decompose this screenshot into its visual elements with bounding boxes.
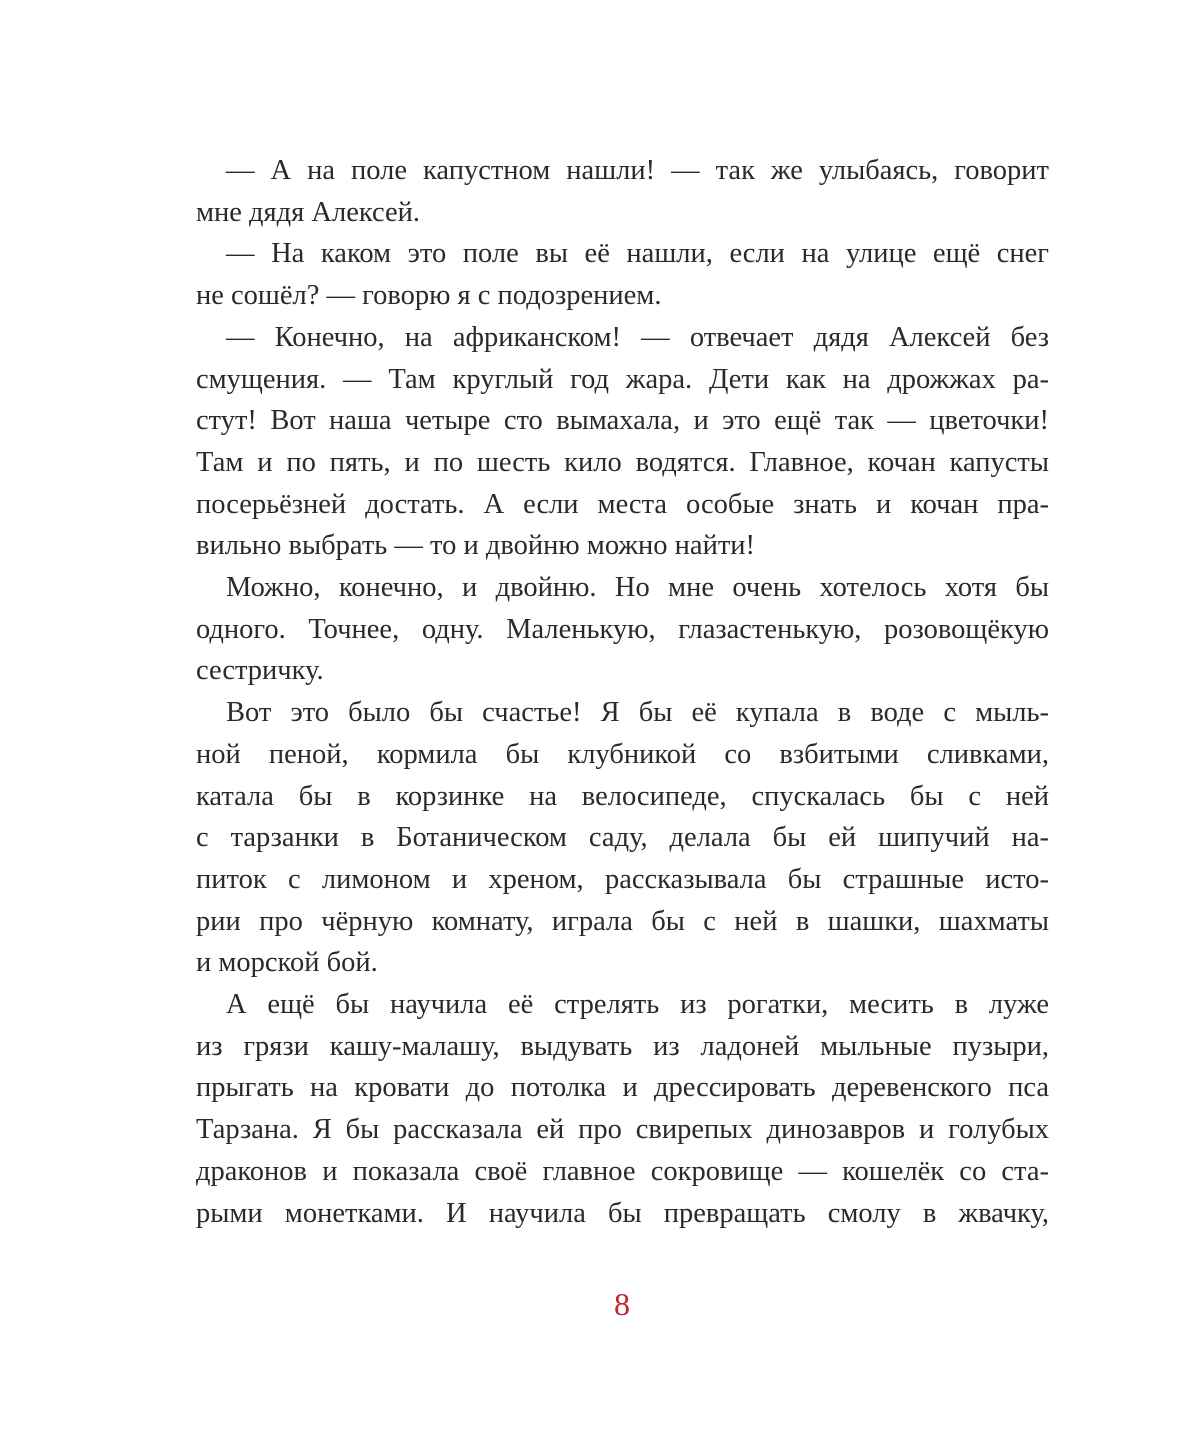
paragraph-dialogue-2 [196,233,1049,316]
paragraph-narration-3 [196,984,1049,1234]
text-line: катала бы в корзинке на велосипеде, спускалась бы с ней [196,780,1049,812]
text-line: ной пеной, кормила бы клубникой со взбитыми сливками, [196,738,1049,770]
text-line: мне дядя Алексей. [196,196,421,228]
text-line: рии про чёрную комнату, играла бы с ней в шашки, шахматы [196,905,1049,937]
text-line: одного. Точнее, одну. Маленькую, глазастенькую, розовощёкую [196,613,1049,645]
text-line: питок с лимоном и хреном, рассказывала бы страшные исто- [196,863,1049,895]
book-page-body [196,150,1049,1234]
text-line: А ещё бы научила её стрелять из рогатки, месить в луже [226,989,1049,1021]
paragraph-narration-1 [196,567,1049,692]
text-line: из грязи кашу-малашу, выдувать из ладоней мыльные пузыри, [196,1030,1049,1062]
text-line: прыгать на кровати до потолка и дрессировать деревенского пса [196,1072,1049,1104]
text-line: Там и по пять, и по шесть кило водятся. Главное, кочан капусты [196,446,1049,478]
text-line: вильно выбрать — то и двойню можно найти! [196,530,756,562]
text-line: — А на поле капустном нашли! — так же улыбаясь, говорит [226,155,1049,186]
text-line: Вот это было бы счастье! Я бы её купала в воде с мыль- [226,697,1049,729]
paragraph-dialogue-3 [196,317,1049,567]
page-number: 8 [614,1286,630,1322]
text-line: сестричку. [196,655,324,687]
text-line: Тарзана. Я бы рассказала ей про свирепых динозавров и голубых [196,1114,1049,1146]
text-line: драконов и показала своё главное сокровище — кошелёк со ста- [196,1155,1049,1187]
text-line: посерьёзней достать. А если места особые знать и кочан пра- [196,488,1049,520]
paragraph-narration-2 [196,692,1049,984]
text-line: рыми монетками. И научила бы превращать смолу в жвачку, [196,1197,1049,1229]
text-line: — На каком это поле вы её нашли, если на улице ещё снег [226,238,1049,270]
text-line: стут! Вот наша четыре сто вымахала, и это ещё так — цветочки! [196,405,1049,437]
text-line: не сошёл? — говорю я с подозрением. [196,280,662,312]
text-line: с тарзанки в Ботаническом саду, делала бы ей шипучий на- [196,822,1049,854]
paragraph-dialogue-1 [196,150,1049,233]
text-line: и морской бой. [196,947,378,979]
text-line: смущения. — Там круглый год жара. Дети как на дрожжах ра- [196,363,1049,395]
text-line: Можно, конечно, и двойню. Но мне очень хотелось хотя бы [226,572,1049,604]
text-line: — Конечно, на африканском! — отвечает дядя Алексей без [226,321,1049,353]
